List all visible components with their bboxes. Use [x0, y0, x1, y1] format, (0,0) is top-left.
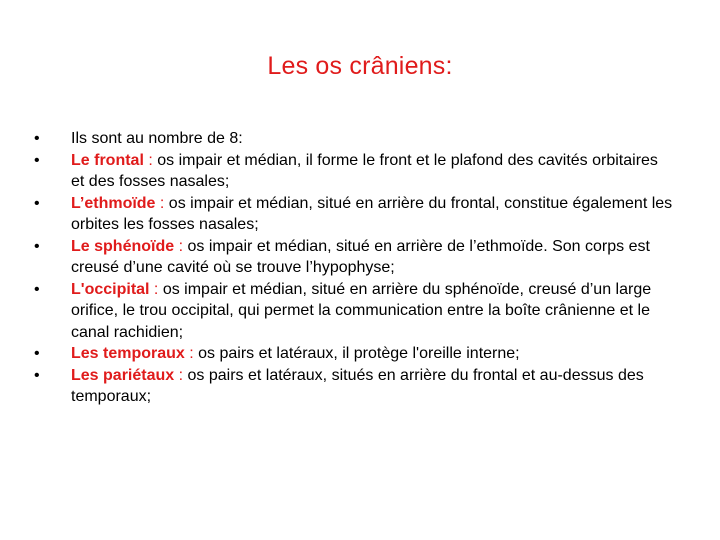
bone-term: L’ethmoïde: [71, 194, 156, 212]
bullet-icon: •: [34, 194, 40, 212]
list-item-parietaux: [34, 365, 674, 408]
bone-description: os pairs et latéraux, situés en arrière du frontal et au-dessus des temporaux;: [71, 366, 644, 405]
bullet-icon: •: [34, 366, 40, 384]
term-separator: :: [149, 280, 163, 298]
bone-description: os impair et médian, situé en arrière du frontal, constitue également les orbites les fosses nasales;: [71, 194, 673, 233]
slide-title: Les os crâniens:: [267, 52, 453, 80]
list-item-occipital: [34, 279, 674, 344]
bone-term: Le sphénoïde: [71, 237, 175, 255]
bone-term: Les temporaux: [71, 345, 185, 362]
list-item-temporaux: [34, 343, 674, 365]
bullet-icon: •: [34, 345, 40, 362]
intro-text: Ils sont au nombre de 8:: [71, 130, 243, 147]
bullet-icon: •: [34, 151, 40, 169]
term-separator: :: [174, 366, 188, 384]
bone-description: os impair et médian, situé en arrière de l’ethmoïde. Son corps est creusé d’une cavité où se trouve l’hypophyse;: [71, 237, 650, 276]
list-item-ethmoide: [34, 193, 674, 236]
bullet-icon: •: [34, 130, 40, 147]
list-item-intro: [34, 128, 674, 150]
bone-description: os impair et médian, il forme le front et le plafond des cavités orbitaires et des fosses nasales;: [71, 151, 658, 190]
bone-description: os impair et médian, situé en arrière du sphénoïde, creusé d’un large orifice, le trou occipital, qui permet la communication entre la boîte crânienne et le canal rachidien;: [71, 280, 652, 341]
bullet-icon: •: [34, 237, 40, 255]
bone-term: L'occipital: [71, 280, 150, 298]
term-separator: :: [143, 151, 158, 169]
term-separator: :: [155, 194, 169, 212]
bone-description: os pairs et latéraux, il protège l'oreille interne;: [198, 345, 520, 362]
bone-term: Le frontal: [71, 151, 144, 169]
bullet-icon: •: [34, 280, 40, 298]
term-separator: :: [174, 237, 188, 255]
term-separator: :: [184, 345, 199, 362]
list-item-frontal: [34, 150, 674, 193]
bullet-list: [34, 128, 674, 408]
bone-term: Les pariétaux: [71, 366, 175, 384]
list-item-sphenoide: [34, 236, 674, 279]
